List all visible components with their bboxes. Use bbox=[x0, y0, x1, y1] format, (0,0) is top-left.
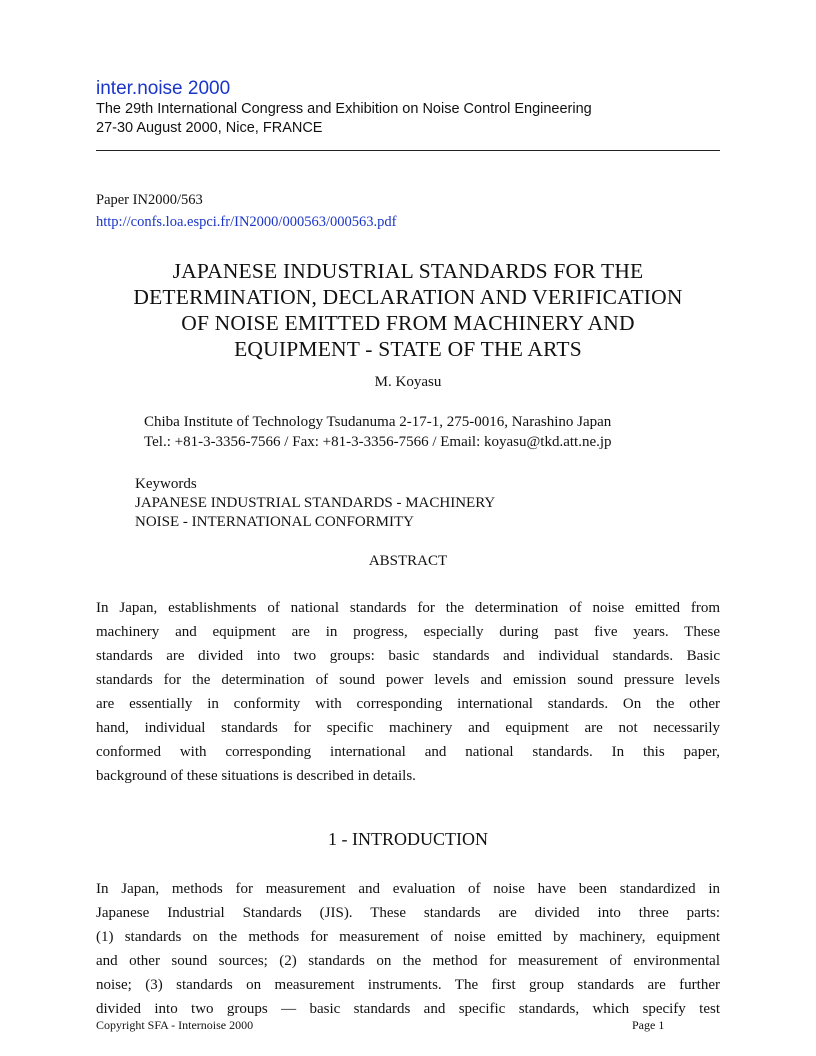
abstract-line: standards are divided into two groups: basic standards and individual standards. Basic bbox=[96, 648, 720, 664]
footer-page-number: Page 1 bbox=[632, 1018, 665, 1032]
keyword-line: JAPANESE INDUSTRIAL STANDARDS - MACHINERY bbox=[135, 495, 496, 511]
introduction-line: and other sound sources; (2) standards on the method for measurement of environmental bbox=[96, 953, 720, 969]
introduction-line: divided into two groups — basic standards and specific standards, which specify test bbox=[96, 1001, 720, 1017]
paper-title bbox=[96, 258, 720, 362]
abstract-line: In Japan, establishments of national standards for the determination of noise emitted from bbox=[96, 600, 720, 616]
paper-id: Paper IN2000/563 bbox=[96, 192, 203, 208]
title-line: EQUIPMENT - STATE OF THE ARTS bbox=[234, 337, 582, 361]
introduction-paragraph bbox=[96, 877, 720, 1021]
abstract-line: standards for the determination of sound power levels and emission sound pressure levels bbox=[96, 672, 720, 688]
abstract-paragraph bbox=[96, 596, 720, 788]
abstract-line: machinery and equipment are in progress, especially during past five years. These bbox=[96, 624, 720, 640]
keyword-line: NOISE - INTERNATIONAL CONFORMITY bbox=[135, 514, 415, 530]
introduction-line: noise; (3) standards on measurement instruments. The first group standards are further bbox=[96, 977, 720, 993]
contact-line: Tel.: +81-3-3356-7566 / Fax: +81-3-3356-7566 / Email: koyasu@tkd.att.ne.jp bbox=[144, 434, 612, 450]
abstract-line: background of these situations is described in details. bbox=[96, 768, 416, 784]
date-line: 27-30 August 2000, Nice, FRANCE bbox=[96, 120, 323, 136]
congress-line: The 29th International Congress and Exhibition on Noise Control Engineering bbox=[96, 101, 592, 117]
keywords-heading: Keywords bbox=[135, 476, 197, 492]
abstract-line: conformed with corresponding international and national standards. In this paper, bbox=[96, 744, 720, 760]
header-divider bbox=[96, 150, 720, 151]
conference-name: inter.noise 2000 bbox=[96, 78, 231, 99]
author: M. Koyasu bbox=[374, 374, 442, 390]
abstract-heading: ABSTRACT bbox=[368, 553, 448, 569]
affiliation-line: Chiba Institute of Technology Tsudanuma 2-17-1, 275-0016, Narashino Japan bbox=[144, 414, 612, 430]
paper-url-link[interactable]: http://confs.loa.espci.fr/IN2000/000563/000563.pdf bbox=[96, 214, 397, 230]
abstract-line: hand, individual standards for specific machinery and equipment are not necessarily bbox=[96, 720, 720, 736]
introduction-line: In Japan, methods for measurement and evaluation of noise have been standardized in bbox=[96, 881, 720, 897]
title-line: JAPANESE INDUSTRIAL STANDARDS FOR THE bbox=[172, 259, 644, 283]
abstract-line: are essentially in conformity with corresponding international standards. On the other bbox=[96, 696, 720, 712]
title-line: OF NOISE EMITTED FROM MACHINERY AND bbox=[181, 311, 635, 335]
footer-copyright: Copyright SFA - Internoise 2000 bbox=[96, 1018, 254, 1032]
introduction-heading: 1 - INTRODUCTION bbox=[328, 829, 488, 849]
introduction-line: (1) standards on the methods for measurement of noise emitted by machinery, equipment bbox=[96, 929, 720, 945]
title-line: DETERMINATION, DECLARATION AND VERIFICATION bbox=[133, 285, 683, 309]
introduction-line: Japanese Industrial Standards (JIS). These standards are divided into three parts: bbox=[96, 905, 720, 921]
